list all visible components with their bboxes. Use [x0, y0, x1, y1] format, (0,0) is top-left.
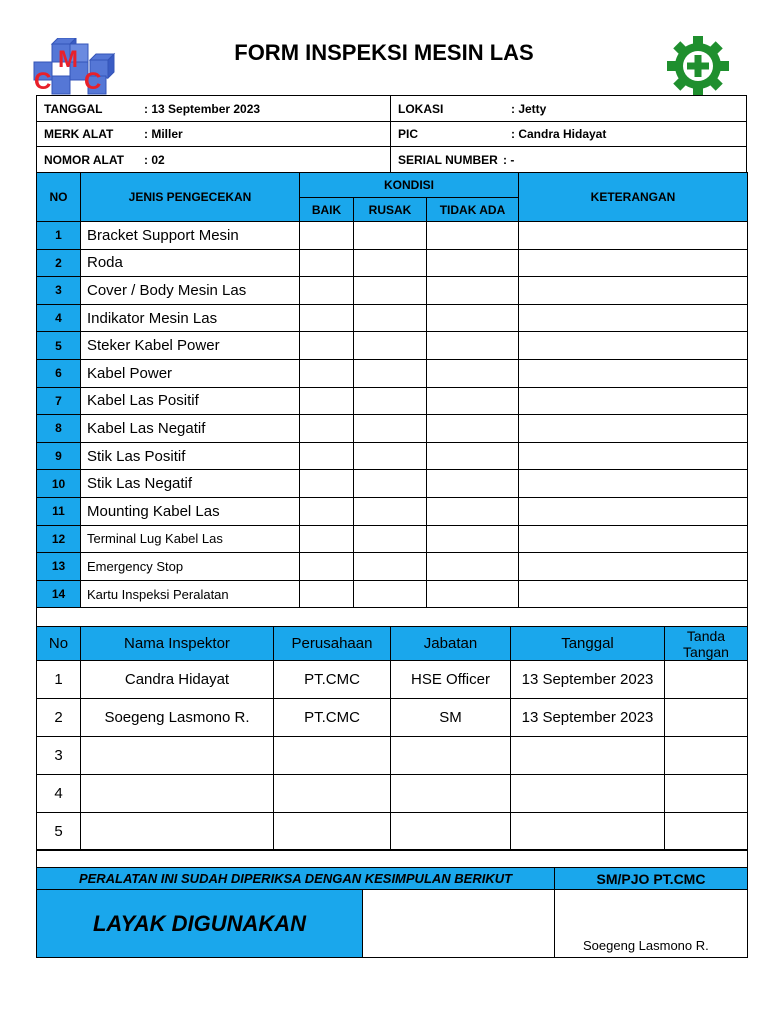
col-header-tidak-ada: TIDAK ADA — [427, 198, 519, 222]
checklist-cell-keterangan[interactable] — [519, 387, 748, 415]
lokasi-value: : Jetty — [511, 102, 547, 116]
spacer-row — [36, 607, 748, 627]
checklist-row-no: 12 — [37, 525, 81, 553]
inspector-tanggal[interactable] — [511, 737, 665, 775]
checklist-row — [37, 277, 748, 305]
checklist-cell-rusak[interactable] — [354, 415, 427, 443]
checklist-row-no: 10 — [37, 470, 81, 498]
checklist-cell-baik[interactable] — [300, 580, 354, 608]
checklist-cell-baik[interactable] — [300, 277, 354, 305]
checklist-row-no: 13 — [37, 553, 81, 581]
checklist-cell-tidak-ada[interactable] — [427, 442, 519, 470]
insp-header-ttd-line2: Tangan — [683, 643, 729, 660]
insp-header-nama: Nama Inspektor — [81, 627, 274, 661]
checklist-row-no: 1 — [37, 222, 81, 250]
checklist-cell-keterangan[interactable] — [519, 304, 748, 332]
insp-header-tanda-tangan — [665, 627, 748, 661]
checklist-row-no: 9 — [37, 442, 81, 470]
inspector-nama[interactable] — [81, 737, 274, 775]
inspector-jabatan[interactable]: HSE Officer — [391, 661, 511, 699]
inspector-signature[interactable] — [665, 661, 748, 699]
inspector-row — [37, 661, 748, 699]
info-row-3-left — [36, 146, 391, 173]
checklist-row-no: 7 — [37, 387, 81, 415]
checklist-row-label: Bracket Support Mesin — [81, 222, 300, 250]
checklist-cell-baik[interactable] — [300, 525, 354, 553]
signature-cell — [554, 889, 748, 958]
checklist-cell-baik[interactable] — [300, 470, 354, 498]
col-header-keterangan: KETERANGAN — [519, 173, 748, 222]
insp-header-jabatan: Jabatan — [391, 627, 511, 661]
inspector-perusahaan[interactable] — [274, 775, 391, 813]
checklist-cell-baik[interactable] — [300, 497, 354, 525]
checklist-cell-rusak[interactable] — [354, 470, 427, 498]
checklist-row-no: 14 — [37, 580, 81, 608]
checklist-row-label: Kabel Las Positif — [81, 387, 300, 415]
result-text: LAYAK DIGUNAKAN — [92, 910, 307, 936]
checklist-cell-keterangan[interactable] — [519, 415, 748, 443]
inspector-nama[interactable]: Soegeng Lasmono R. — [81, 699, 274, 737]
checklist-row-no: 5 — [37, 332, 81, 360]
checklist-row-label: Steker Kabel Power — [81, 332, 300, 360]
checklist-row — [37, 553, 748, 581]
checklist-cell-baik[interactable] — [300, 387, 354, 415]
inspector-signature[interactable] — [665, 737, 748, 775]
inspector-signature[interactable] — [665, 699, 748, 737]
checklist-cell-baik[interactable] — [300, 553, 354, 581]
checklist-cell-keterangan[interactable] — [519, 442, 748, 470]
inspector-no: 4 — [37, 775, 81, 813]
checklist-cell-keterangan[interactable] — [519, 525, 748, 553]
conclusion-statement — [36, 867, 555, 890]
checklist-row-label: Cover / Body Mesin Las — [81, 277, 300, 305]
checklist-row-no: 8 — [37, 415, 81, 443]
inspector-nama[interactable] — [81, 813, 274, 851]
pic-label: PIC — [398, 127, 419, 141]
info-row-3-right — [390, 146, 747, 173]
serial-value: : - — [503, 153, 515, 167]
checklist-row — [37, 387, 748, 415]
tanggal-value: : 13 September 2023 — [144, 102, 261, 116]
inspector-tanggal[interactable] — [511, 775, 665, 813]
checklist-row — [37, 497, 748, 525]
info-row-1-left — [36, 95, 391, 122]
col-header-rusak: RUSAK — [354, 198, 427, 222]
inspector-nama[interactable] — [81, 775, 274, 813]
checklist-cell-tidak-ada[interactable] — [427, 470, 519, 498]
nomor-label: NOMOR ALAT — [44, 153, 124, 167]
inspector-tanggal[interactable]: 13 September 2023 — [511, 661, 665, 699]
insp-header-ttd-line1: Tanda — [686, 627, 726, 644]
merk-value: : Miller — [144, 127, 183, 141]
checklist-cell-baik[interactable] — [300, 304, 354, 332]
insp-header-perusahaan: Perusahaan — [274, 627, 391, 661]
checklist-row-no: 4 — [37, 304, 81, 332]
signer-title-cell — [554, 867, 748, 890]
checklist-cell-keterangan[interactable] — [519, 580, 748, 608]
checklist-cell-keterangan[interactable] — [519, 497, 748, 525]
checklist-row-label: Mounting Kabel Las — [81, 497, 300, 525]
inspector-jabatan[interactable]: SM — [391, 699, 511, 737]
spacer-row-2 — [36, 849, 748, 868]
inspector-row — [37, 775, 748, 813]
tanggal-label: TANGGAL — [44, 102, 103, 116]
nomor-value: : 02 — [144, 153, 165, 167]
checklist-cell-rusak[interactable] — [354, 525, 427, 553]
checklist-row-no: 2 — [37, 249, 81, 277]
checklist-cell-baik[interactable] — [300, 249, 354, 277]
col-header-no: NO — [37, 173, 81, 222]
checklist-cell-rusak[interactable] — [354, 304, 427, 332]
info-row-1-right — [390, 95, 747, 122]
checklist-cell-keterangan[interactable] — [519, 332, 748, 360]
inspector-row — [37, 699, 748, 737]
k3-safety-gear-icon — [666, 36, 730, 96]
checklist-cell-keterangan[interactable] — [519, 553, 748, 581]
checklist-row-label: Stik Las Positif — [81, 442, 300, 470]
checklist-cell-baik[interactable] — [300, 222, 354, 250]
checklist-cell-tidak-ada[interactable] — [427, 525, 519, 553]
checklist-cell-tidak-ada[interactable] — [427, 415, 519, 443]
checklist-cell-rusak[interactable] — [354, 277, 427, 305]
inspector-tanggal[interactable]: 13 September 2023 — [511, 699, 665, 737]
checklist-cell-rusak[interactable] — [354, 580, 427, 608]
checklist-cell-baik[interactable] — [300, 332, 354, 360]
checklist-row-no: 6 — [37, 359, 81, 387]
checklist-cell-baik[interactable] — [300, 415, 354, 443]
col-header-kondisi: KONDISI — [300, 173, 519, 198]
inspector-no: 1 — [37, 661, 81, 699]
inspector-jabatan[interactable] — [391, 813, 511, 851]
checklist-row — [37, 249, 748, 277]
inspector-perusahaan[interactable]: PT.CMC — [274, 661, 391, 699]
insp-header-no: No — [37, 627, 81, 661]
checklist-cell-baik[interactable] — [300, 359, 354, 387]
logo-letter-c2: C — [84, 68, 102, 95]
checklist-row-label: Kabel Las Negatif — [81, 415, 300, 443]
checklist-row-label: Emergency Stop — [81, 553, 300, 581]
checklist-row — [37, 332, 748, 360]
checklist-cell-rusak[interactable] — [354, 387, 427, 415]
checklist-cell-rusak[interactable] — [354, 249, 427, 277]
pic-value: : Candra Hidayat — [511, 127, 607, 141]
inspector-signature[interactable] — [665, 775, 748, 813]
logo-letter-c1: C — [34, 68, 52, 95]
inspector-nama[interactable]: Candra Hidayat — [81, 661, 274, 699]
result-empty-cell — [362, 889, 555, 958]
checklist-cell-keterangan[interactable] — [519, 249, 748, 277]
checklist-cell-rusak[interactable] — [354, 553, 427, 581]
logo-letter-m: M — [58, 46, 78, 73]
checklist-cell-tidak-ada[interactable] — [427, 277, 519, 305]
signer-title: SM/PJO PT.CMC — [596, 870, 706, 887]
checklist-row-label: Kabel Power — [81, 359, 300, 387]
checklist-row — [37, 525, 748, 553]
checklist-row-no: 11 — [37, 497, 81, 525]
inspector-jabatan[interactable] — [391, 775, 511, 813]
checklist-row — [37, 359, 748, 387]
inspector-tanggal[interactable] — [511, 813, 665, 851]
checklist-cell-keterangan[interactable] — [519, 222, 748, 250]
signer-name: Soegeng Lasmono R. — [583, 938, 709, 953]
col-header-baik: BAIK — [300, 198, 354, 222]
checklist-row-label: Roda — [81, 249, 300, 277]
checklist-row-label: Indikator Mesin Las — [81, 304, 300, 332]
checklist-row — [37, 304, 748, 332]
info-row-2-left — [36, 121, 391, 147]
checklist-cell-keterangan[interactable] — [519, 359, 748, 387]
checklist-cell-rusak[interactable] — [354, 359, 427, 387]
checklist-cell-rusak[interactable] — [354, 442, 427, 470]
checklist-row — [37, 222, 748, 250]
page-title: FORM INSPEKSI MESIN LAS — [234, 40, 534, 65]
checklist-cell-tidak-ada[interactable] — [427, 387, 519, 415]
info-row-2-right — [390, 121, 747, 147]
checklist-cell-tidak-ada[interactable] — [427, 359, 519, 387]
checklist-cell-rusak[interactable] — [354, 332, 427, 360]
checklist-cell-tidak-ada[interactable] — [427, 249, 519, 277]
checklist-cell-tidak-ada[interactable] — [427, 222, 519, 250]
conclusion-statement-text: PERALATAN INI SUDAH DIPERIKSA DENGAN KESIMPULAN BERIKUT — [78, 871, 513, 886]
checklist-cell-rusak[interactable] — [354, 497, 427, 525]
checklist-row-label: Terminal Lug Kabel Las — [81, 525, 300, 553]
checklist-cell-tidak-ada[interactable] — [427, 580, 519, 608]
checklist-row-label: Stik Las Negatif — [81, 470, 300, 498]
inspector-signature[interactable] — [665, 813, 748, 851]
inspector-no: 2 — [37, 699, 81, 737]
serial-label: SERIAL NUMBER — [398, 153, 498, 167]
merk-label: MERK ALAT — [44, 127, 114, 141]
checklist-cell-tidak-ada[interactable] — [427, 497, 519, 525]
checklist-row-label: Kartu Inspeksi Peralatan — [81, 580, 300, 608]
col-header-jenis: JENIS PENGECEKAN — [81, 173, 300, 222]
checklist-cell-keterangan[interactable] — [519, 277, 748, 305]
inspector-perusahaan[interactable] — [274, 813, 391, 851]
inspector-perusahaan[interactable] — [274, 737, 391, 775]
inspector-jabatan[interactable] — [391, 737, 511, 775]
checklist-cell-tidak-ada[interactable] — [427, 304, 519, 332]
result-cell — [36, 889, 363, 958]
checklist-table — [36, 172, 748, 608]
lokasi-label: LOKASI — [398, 102, 444, 116]
checklist-cell-baik[interactable] — [300, 442, 354, 470]
checklist-row — [37, 415, 748, 443]
inspector-row — [37, 737, 748, 775]
inspector-no: 5 — [37, 813, 81, 851]
inspector-row — [37, 813, 748, 851]
checklist-cell-tidak-ada[interactable] — [427, 553, 519, 581]
inspector-no: 3 — [37, 737, 81, 775]
checklist-row — [37, 470, 748, 498]
inspector-table — [36, 626, 748, 851]
checklist-row-no: 3 — [37, 277, 81, 305]
inspector-perusahaan[interactable]: PT.CMC — [274, 699, 391, 737]
checklist-cell-keterangan[interactable] — [519, 470, 748, 498]
checklist-row — [37, 442, 748, 470]
checklist-cell-tidak-ada[interactable] — [427, 332, 519, 360]
checklist-cell-rusak[interactable] — [354, 222, 427, 250]
checklist-row — [37, 580, 748, 608]
insp-header-tanggal: Tanggal — [511, 627, 665, 661]
